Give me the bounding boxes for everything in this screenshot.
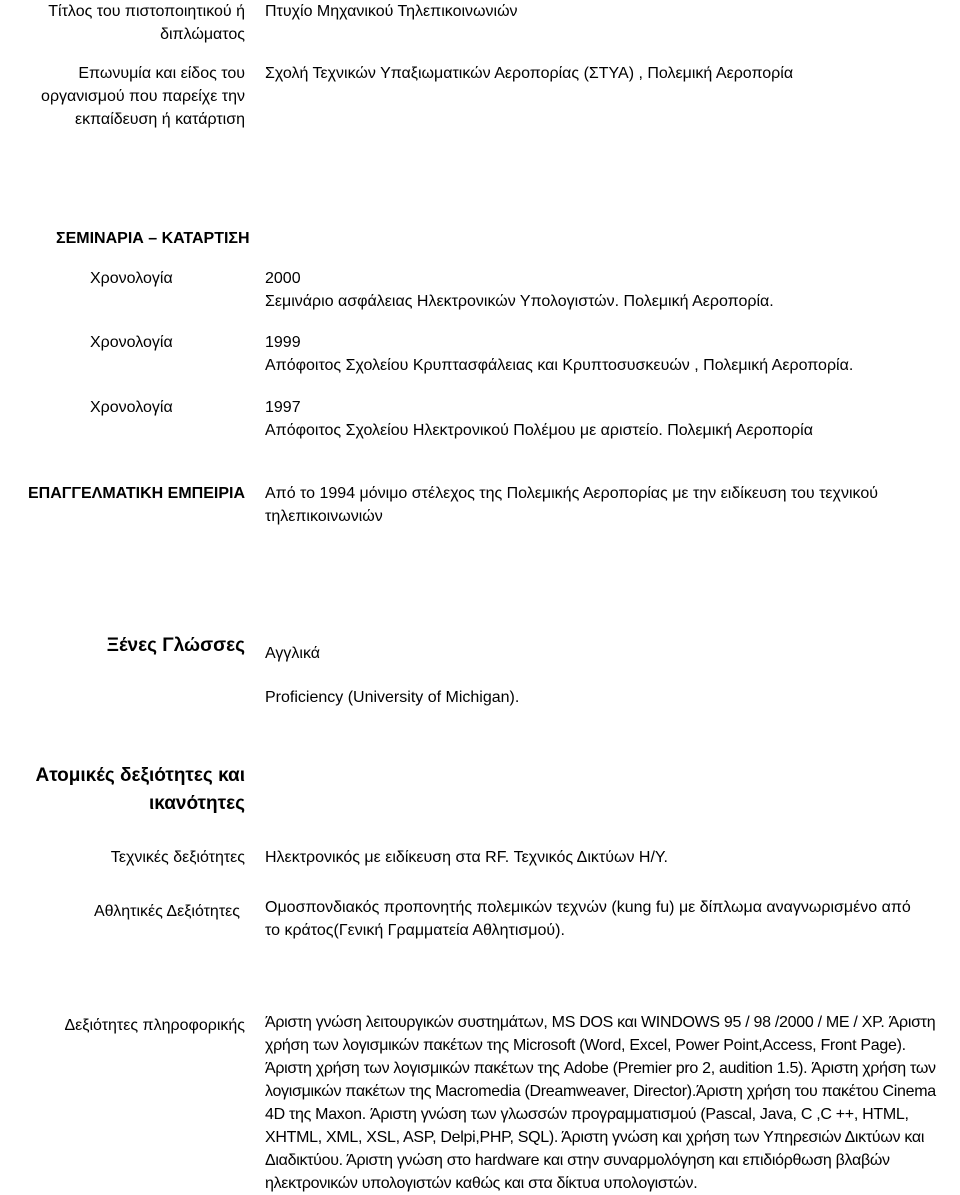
technical-skills-value: Ηλεκτρονικός με ειδίκευση στα RF. Τεχνικός Δικτύων Η/Υ. [265,849,668,866]
athletic-skills-label: Αθλητικές Δεξιότητες [93,903,240,920]
experience-heading: ΕΠΑΓΓΕΛΜΑΤΙΚΗ ΕΜΠΕΙΡΙΑ [27,485,245,502]
seminar-description: Απόφοιτος Σχολείου Κρυπτασφάλειας και Κρυπτοσυσκευών , Πολεμική Αεροπορία. [265,357,854,374]
computer-skills-value: Άριστη γνώση λειτουργικών συστημάτων, MS DOS και WINDOWS 95 / 98 /2000 / ME / XP. Άριστη χρήση των λογισμικών πακέτων της Microsoft (Word, Excel, Power Point,Access, Front Page). Άριστη χρήση των λογισμικών πακέτων της Adobe (Premier pro 2, audition 1.5). Άριστη χρήση των λογισμικών πακέτων της Macromedia (Dreamweaver, Director).Άριστη χρήση του πακέτου Cinema 4D της Maxon. Άριστη γνώση των γλωσσών προγραμματισμού (Pascal, Java, C ,C ++, HTML, XHTML, XML, XSL, ASP, Delpi,PHP, SQL). Άριστη γνώση και χρήση των Υπηρεσιών Δικτύων και Διαδικτύου. Άριστη γνώση στο hardware και στην συναρμολόγηση και επιδιόρθωση βλαβών ηλεκτρονικών υπολογιστών καθώς και στα δίκτυα υπολογιστών. [265,1014,936,1192]
cert-title-value: Πτυχίο Μηχανικού Τηλεπικοινωνιών [265,3,518,20]
organization-value: Σχολή Τεχνικών Υπαξιωματικών Αεροπορίας (ΣΤΥΑ) , Πολεμική Αεροπορία [265,65,794,82]
seminar-year: 1999 [265,334,301,351]
seminar-description: Απόφοιτος Σχολείου Ηλεκτρονικού Πολέμου με αριστείο. Πολεμική Αεροπορία [265,422,813,439]
language-name: Αγγλικά [265,645,320,662]
experience-text: Από το 1994 μόνιμο στέλεχος της Πολεμικής Αεροπορίας με την ειδίκευση του τεχνικού τηλεπικοινωνιών [265,485,878,525]
technical-skills-label: Τεχνικές δεξιότητες [110,849,245,866]
athletic-skills-value: Ομοσπονδιακός προπονητής πολεμικών τεχνών (kung fu) με δίπλωμα αναγνωρισμένο από το κράτος(Γενική Γραμματεία Αθλητισμού). [265,899,911,939]
seminar-year: 2000 [265,270,301,287]
seminars-heading: ΣΕΜΙΝΑΡΙΑ – ΚΑΤΑΡΤΙΣΗ [56,230,250,247]
skills-heading: Ατομικές δεξιότητες και ικανότητες [35,765,245,814]
organization-label: Επωνυμία και είδος του οργανισμού που παρείχε την εκπαίδευση ή κατάρτιση [41,65,245,128]
language-certificate: Proficiency (University of Michigan). [265,689,520,706]
seminar-date-label: Χρονολογία [90,270,173,287]
cert-title-label: Τίτλος του πιστοποιητικού ή διπλώματος [48,3,245,43]
seminar-date-label: Χρονολογία [90,399,173,416]
computer-skills-label: Δεξιότητες πληροφορικής [64,1017,245,1034]
seminar-date-label: Χρονολογία [90,334,173,351]
languages-heading: Ξένες Γλώσσες [106,635,245,656]
seminar-description: Σεμινάριο ασφάλειας Ηλεκτρονικών Υπολογιστών. Πολεμική Αεροπορία. [265,293,774,310]
seminar-year: 1997 [265,399,301,416]
